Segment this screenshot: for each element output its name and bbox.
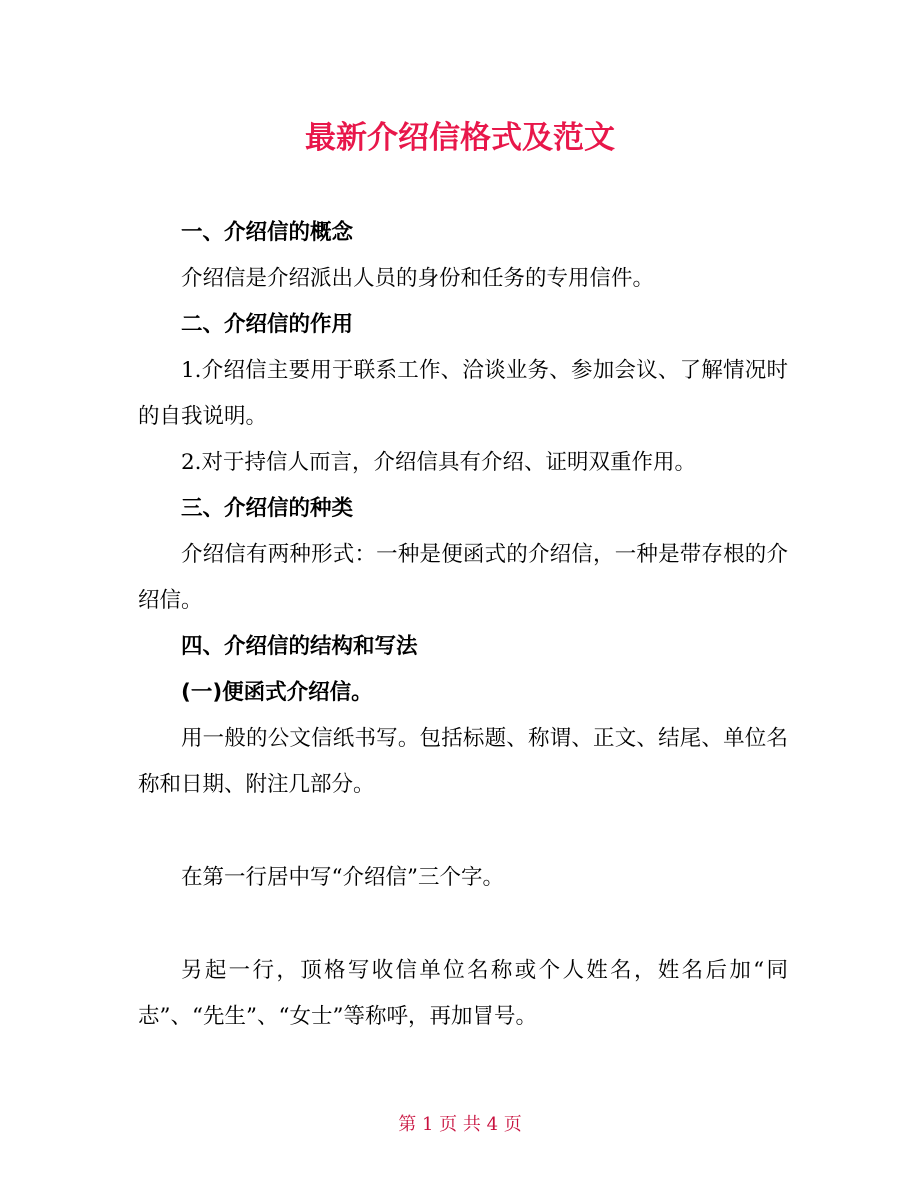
section-heading-types: 三、介绍信的种类	[181, 496, 354, 521]
subsection-heading-memo: (一)便函式介绍信。	[181, 680, 373, 705]
page-number-footer: 第 1 页 共 4 页	[398, 1114, 522, 1135]
paragraph-function-1: 1.介绍信主要用于联系工作、洽谈业务、参加会议、了解情况时的自我说明。	[138, 358, 788, 429]
document-body	[138, 210, 788, 1040]
paragraph-spacer	[138, 901, 788, 948]
document-title: 最新介绍信格式及范文	[305, 120, 615, 156]
section-heading-structure: 四、介绍信的结构和写法	[181, 634, 418, 659]
paragraph-memo-format: 用一般的公文信纸书写。包括标题、称谓、正文、结尾、单位名称和日期、附注几部分。	[138, 726, 788, 797]
section-heading-function: 二、介绍信的作用	[181, 312, 354, 337]
paragraph-types: 介绍信有两种形式：一种是便函式的介绍信，一种是带存根的介绍信。	[138, 542, 788, 613]
paragraph-salutation: 另起一行，顶格写收信单位名称或个人姓名，姓名后加“同志”、“先生”、“女士”等称呼，再加冒号。	[138, 958, 788, 1029]
paragraph-spacer	[138, 808, 788, 855]
paragraph-title-line: 在第一行居中写“介绍信”三个字。	[181, 865, 504, 890]
paragraph-concept: 介绍信是介绍派出人员的身份和任务的专用信件。	[181, 266, 655, 291]
paragraph-function-2: 2.对于持信人而言，介绍信具有介绍、证明双重作用。	[181, 450, 697, 475]
section-heading-concept: 一、介绍信的概念	[181, 220, 354, 245]
